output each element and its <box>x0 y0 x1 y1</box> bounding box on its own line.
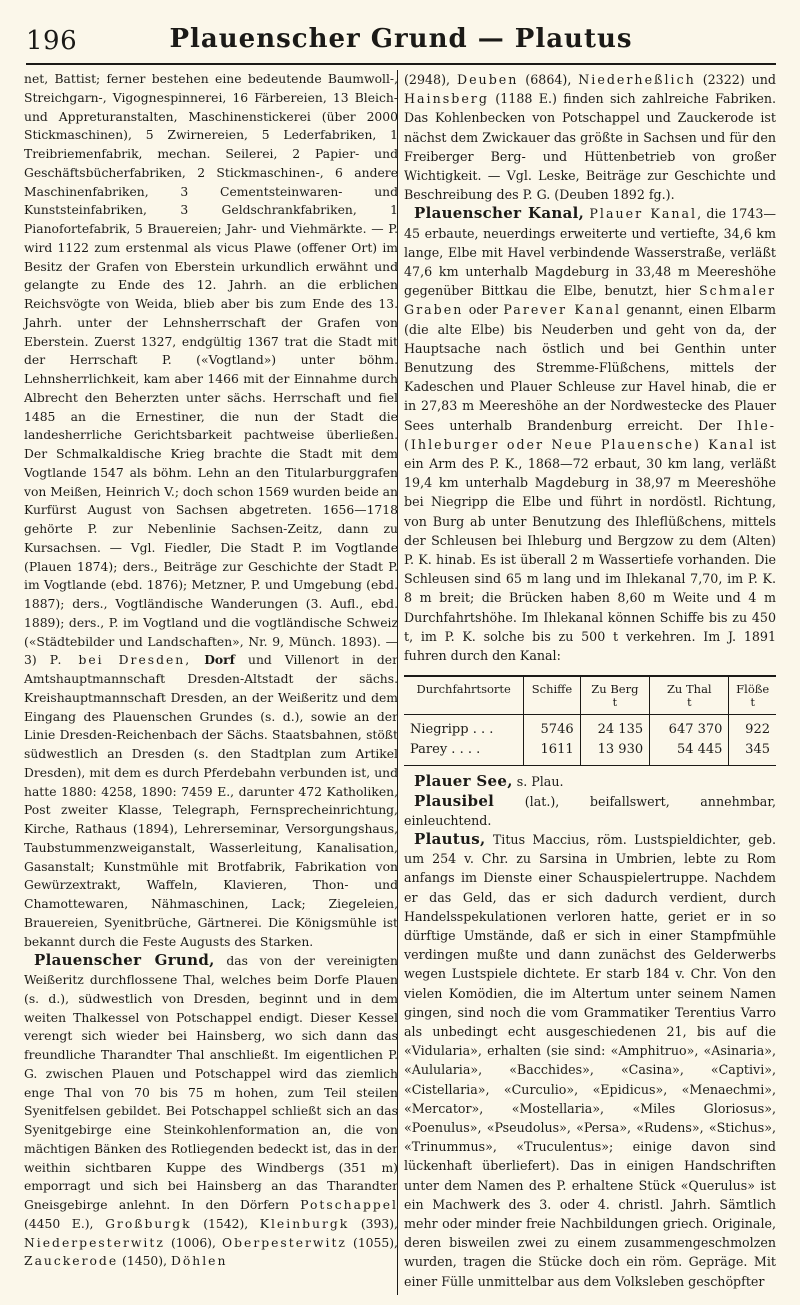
village-grossburgk: Großburgk <box>105 1216 192 1231</box>
village-niederpesterwitz: Niederpesterwitz <box>24 1235 165 1250</box>
table-row <box>404 739 776 766</box>
headword-plauer-see: Plauer See, <box>414 772 513 791</box>
table-cell-floesse: 345 <box>729 739 776 766</box>
table-header-row <box>404 676 776 715</box>
table-cell-place: Parey . . . . <box>404 739 524 766</box>
village-potschappel: Potschappel <box>300 1198 398 1212</box>
grund-text-1: das von der vereinigten Weißeritz durchflossene Thal, welches beim Dorfe Plauen (s. d.), südwestlich von Dresden, beginnt und in dem weiten Thalkessel von Potschappel endigt. Dieser Kessel verengt sich wieder bei Hainsberg, wo sich dann das freundliche Tharandter Thal anschließt. Im eigentlichen P. G. zwischen Plauen und Potschappel wird das ziemlich enge Thal von 70 bis 75 m hohen, zum Teil steilen Syenitfelsen gebildet. Bei Potschappel schließt sich an das Syenitgebirge eine Steinkohlenformation an, die von mächtigen Bänken des Rotliegenden bedeckt ist, das in der weithin sichtbaren Kuppe des Windbergs (351 m) emporragt und sich bei Hainsberg an das Tharandter Gneisgebirge anlehnt. In den Dörfern <box>24 954 399 1212</box>
page-header <box>26 20 776 64</box>
col-header-zu-thal <box>650 676 729 715</box>
right-column <box>404 70 776 1291</box>
headword-plauenscher-grund: Plauenscher Grund, <box>34 951 215 970</box>
entry-plautus <box>404 830 776 1291</box>
col-header-zu-berg <box>580 676 650 715</box>
schmaler-graben-spaced: Schmaler Graben <box>404 283 776 318</box>
grund-cont-text-1: (2948), <box>404 72 457 87</box>
grund-cont-text-3: (2322) und <box>695 72 776 87</box>
table-cell-zu-berg: 24 135 <box>580 715 650 740</box>
running-title: Plauenscher Grund — Plautus <box>169 24 633 54</box>
entry-plausibel <box>404 792 776 830</box>
table-cell-zu-berg: 13 930 <box>580 739 650 766</box>
village-doehlen: Döhlen <box>170 1254 228 1269</box>
headword-plausibel: Plausibel <box>414 791 495 810</box>
table-cell-schiffe: 5746 <box>524 715 580 740</box>
village-zauckerode: Zauckerode <box>24 1254 119 1269</box>
village-niederhesslich: Niederheßlich <box>578 72 696 87</box>
col-header-label: Durchfahrtsorte <box>416 682 511 697</box>
grund-cont-text-2: (6864), <box>518 72 579 87</box>
kanal-text-1: , die 1743—45 erbaute, neuerdings erweiterte und vertiefte, 34,6 km lange, Elbe mit Havel verbindende Wasserstraße, verläßt 47,6 km unterhalb Magdeburg in 33,48 m Meereshöhe gegenüber Bittkau die Elbe, benutzt, hier <box>404 206 777 299</box>
table-cell-zu-thal: 647 370 <box>650 715 729 740</box>
col-unit: t <box>750 696 755 710</box>
grund-continuation-paragraph <box>404 70 776 204</box>
col-header-durchfahrtsorte <box>404 676 524 715</box>
plausibel-text: (lat.), beifallswert, annehmbar, einleuchtend. <box>404 793 776 828</box>
table-cell-zu-thal: 54 445 <box>650 739 729 766</box>
entry-plauer-see <box>404 772 776 791</box>
plauer-kanal-spaced: Plauer Kanal <box>589 206 698 222</box>
col-header-floesse <box>729 676 776 715</box>
entry-plauenscher-kanal <box>404 204 776 665</box>
parever-kanal-spaced: Parever Kanal <box>503 302 622 318</box>
village-kleinburgk: Kleinburgk <box>259 1216 350 1231</box>
col-header-label: Flöße <box>736 682 770 697</box>
headword-plauenscher-kanal: Plauenscher Kanal, <box>414 204 585 223</box>
page-number: 196 <box>26 26 78 56</box>
col-header-label: Zu Berg <box>591 682 639 697</box>
plauen-dresden-text: und Villenort in der Amtshauptmannschaft Dresden-Altstadt der sächs. Kreishauptmannschaft Dresden, an der Weißeritz und dem Eingang des Plauenschen Grundes (s. d.), sowie an der Linie Dresden-Reichenbach der Sächs. Staatsbahnen, stößt südwestlich an Dresden (s. den Stadtplan zum Artikel Dresden), mit dem es durch Pferdebahn verbunden ist, und hatte 1880: 4258, 1890: 7459 E., darunter 472 Katholiken, Post zweiter Klasse, Telegraph, Fernsprecheinrichtung, Kirche, Rathaus (1894), Lehrerseminar, Versorgungshaus, Taubstummenzweiganstalt, Wasserleitung, Kanalisation, Gasanstalt; Kunstmühle mit Brotfabrik, Fabrikation von Gewürzextrakt, Waffeln, Klavieren, Thon- und Chamottewaren, Nähmaschinen, Lack; Ziegeleien, Brauereien, Syenitbrüche, Gärtnerei. Die Königsmühle ist bekannt durch die Feste Augusts des Starken. <box>24 653 398 949</box>
grund-text-5: (1006), <box>164 1235 222 1250</box>
grund-cont-text-4: (1188 E.) finden sich zahlreiche Fabriken. Das Kohlenbecken von Potschappel und Zauckerode ist nächst dem Zwickauer das größte in Sachsen und für den Freiberger Berg- und Hüttenbetrieb von großer Wichtigkeit. — Vgl. Leske, Beiträge zur Geschichte und Beschreibung des P. G. (Deuben 1892 fg.). <box>404 91 776 203</box>
plautus-text: Titus Maccius, röm. Lustspieldichter, geb. um 254 v. Chr. zu Sarsina in Umbrien, lebte zu Rom anfangs im Dienste einer Schauspielertruppe. Nachdem er das Geld, das er sich dadurch verdient, durch Handelsspekulationen verloren hatte, geriet er in so dürftige Umstände, daß er sich in einer Stampfmühle verdingen mußte und dann zunächst des Gelderwerbs wegen Lustspiele dichtete. Er starb 184 v. Chr. Von den vielen Komödien, die im Altertum unter seinem Namen gingen, sind noch die vom Grammatiker Terentius Varro als unbedingt echt ausgeschiedenen 21, bis auf die «Vidularia», erhalten (sie sind: «Amphitruo», «Asinaria», «Aulularia», «Bacchides», «Casina», «Captivi», «Cistellaria», «Curculio», «Epidicus», «Menaechmi», «Mercator», «Mostellaria», «Miles Gloriosus», «Poenulus», «Pseudolus», «Persa», «Rudens», «Stichus», «Trinummus», «Truculentus»; einige davon sind lückenhaft überliefert). Das in einigen Handschriften unter dem Namen des P. erhaltene Stück «Querulus» ist ein Machwerk des 3. oder 4. christl. Jahrh. Sämtlich mehr oder minder freie Nachbildungen griech. Originale, deren bisweilen zwei zu einem zusammengeschmolzen wurden, tragen die Stücke doch ein röm. Gepräge. Mit einer Fülle unmittelbar aus dem Volksleben geschöpfter <box>404 831 776 1289</box>
col-unit: t <box>687 696 692 710</box>
plauen-history-text: net, Battist; ferner bestehen eine bedeutende Baumwoll-, Streichgarn-, Vigognespinnerei, 16 Färbereien, 13 Bleich- und Appreturanstalten, Maschinenstickerei (über 2000 Stickmaschinen), 5 Zwirnereien, 5 Lederfabriken, 1 Treibriemenfabrik, mechan. Seilerei, 2 Papier- und Geschäftsbücherfabriken, 2 Stickmaschinen-, 6 andere Maschinenfabriken, 3 Cementsteinwaren- und Kunststeinfabriken, 3 Geldschrankfabriken, 1 Pianofortefabrik, 5 Brauereien; Jahr- und Viehmärkte. — P. wird 1122 zum erstenmal als vicus Plawe (offener Ort) im Besitz der Grafen von Eberstein urkundlich erwähnt und gelangte zu Ende des 12. Jahrh. an die erblichen Reichsvögte von Weida, blieb aber bis zum Ende des 13. Jahrh. unter der Lehnsherrschaft der Grafen von Eberstein. Zuerst 1327, endgültig 1367 trat die Stadt mit der Herrschaft P. («Vogtland») unter böhm. Lehnsherrlichkeit, kam aber 1466 mit der Einnahme durch Albrecht den Beherzten unter sächs. Herrschaft und fiel 1485 an die Ernestiner, die nun der Stadt die landesherrliche Gerichtsbarkeit pachtweise überließen. Der Schmalkaldische Krieg brachte die Stadt mit dem Vogtlande 1547 als böhm. Lehn an den Titularburggrafen von Meißen, Heinrich V.; doch schon 1569 wurden beide an Kurfürst August von Sachsen abgetreten. 1656—1718 gehörte P. zur Nebenlinie Sachsen-Zeitz, dann zu Kursachsen. — Vgl. Fiedler, Die Stadt P. im Vogtlande (Plauen 1874); ders., Beiträge zur Geschichte der Stadt P. im Vogtlande (ebd. 1876); Metzner, P. und Umgebung (ebd. 1887); ders., Vogtländische Wanderungen (3. Aufl., ebd. 1889); ders., P. im Vogtland und die vogtländische Schweiz («Städtebilder und Landschaften», Nr. 9, Münch. 1893). — 3) <box>24 72 398 668</box>
plauen-dresden-spaced: P. bei Dresden, <box>49 653 192 668</box>
headword-plautus: Plautus, <box>414 829 486 848</box>
col-header-label: Zu Thal <box>666 682 712 697</box>
grund-text-4: (393), <box>349 1216 398 1231</box>
village-oberpesterwitz: Oberpesterwitz <box>222 1235 347 1250</box>
table-cell-floesse: 922 <box>729 715 776 740</box>
table-row <box>404 715 776 740</box>
grund-text-6: (1055), <box>346 1235 398 1250</box>
ihle-kanal-spaced: Ihle- (Ihleburger oder Neue Plauensche) Kanal <box>404 417 776 452</box>
canal-traffic-table <box>404 675 776 766</box>
col-header-schiffe <box>524 676 580 715</box>
table-cell-schiffe: 1611 <box>524 739 580 766</box>
plauen-continuation-paragraph <box>24 70 398 951</box>
see-text: s. Plau. <box>512 774 564 790</box>
grund-text-3: (1542), <box>191 1216 260 1231</box>
header-rule <box>26 63 776 65</box>
col-header-label: Schiffe <box>531 682 573 697</box>
kanal-text-2: oder <box>463 302 504 318</box>
dorf-bold: Dorf <box>204 652 235 668</box>
kanal-text-3: genannt, einen Elbarm (die alte Elbe) bis Neuderben und geht von da, der Hauptsache nach östlich und bei Genthin unter Benutzung des Stremme-Flüßchens, mittels der Kadeschen und Plauer Schleuse zur Havel hinab, die er in 27,83 m Meereshöhe an der Nordwestecke des Plauer Sees unterhalb Brandenburg erreicht. Der <box>404 302 776 433</box>
grund-text-2: (4450 E.), <box>24 1216 106 1231</box>
col-unit: t <box>612 696 618 710</box>
village-hainsberg: Hainsberg <box>404 91 489 107</box>
grund-text-7: (1450), <box>118 1254 171 1269</box>
village-deuben: Deuben <box>456 72 519 87</box>
entry-plauenscher-grund <box>24 951 398 1271</box>
kanal-text-4: ist ein Arm des P. K., 1868—72 erbaut, 30 km lang, verläßt 19,4 km unterhalb Magdeburg in 38,97 m Meereshöhe bei Niegripp die Elbe und führt in nordöstl. Richtung, von Burg ab unter Benutzung des Ihleflüßchens, mittels der Schleusen bei Ihleburg und Bergzow zu dem (Alten) P. K. hinab. Es ist überall 2 m Wassertiefe vorhanden. Die Schleusen sind 65 m lang und im Ihlekanal 7,70, im P. K. 8 m breit; die Brücken haben 8,60 m Weite und 4 m Durchfahrtshöhe. Im Ihlekanal können Schiffe bis zu 450 t, im P. K. solche bis zu 500 t verkehren. Im J. 1891 fuhren durch den Kanal: <box>404 436 776 664</box>
left-column <box>24 70 398 1271</box>
table-cell-place: Niegripp . . . <box>410 722 494 738</box>
